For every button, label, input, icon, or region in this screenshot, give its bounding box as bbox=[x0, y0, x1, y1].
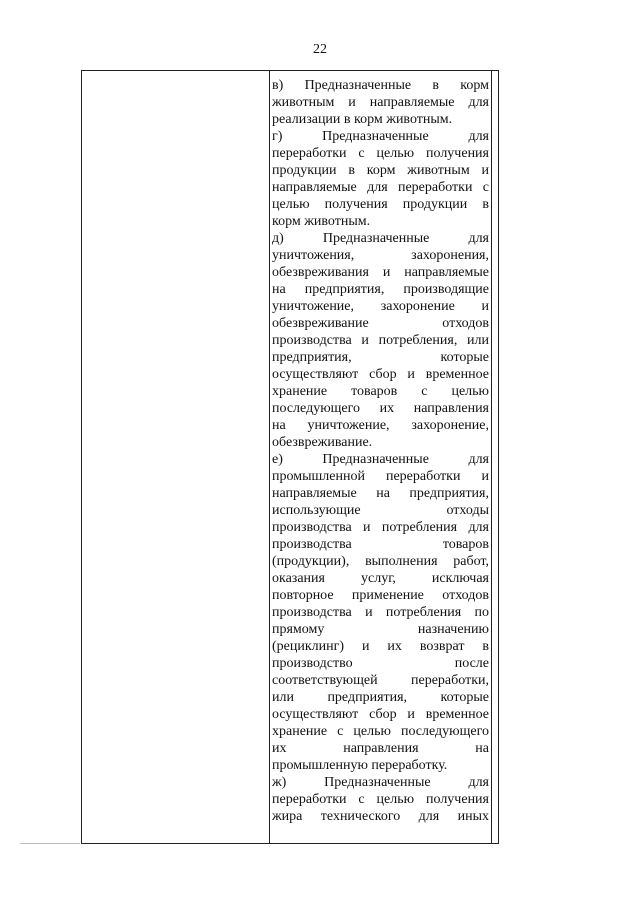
text-line: производства и потребления, или bbox=[272, 333, 489, 348]
text-line: производства товаров bbox=[272, 537, 489, 552]
text-line: последующего их направления bbox=[272, 401, 489, 416]
text-line: обезвреживание. bbox=[272, 435, 373, 450]
text-line: промышленной переработки и bbox=[272, 469, 489, 484]
text-line: целью получения продукции в bbox=[272, 197, 489, 212]
text-line: реализации в корм животным. bbox=[272, 112, 453, 127]
text-line: е) Предназначенные для bbox=[272, 452, 489, 467]
text-line: повторное применение отходов bbox=[272, 588, 489, 603]
table-column-left bbox=[82, 71, 270, 844]
text-line: хранение с целью последующего bbox=[272, 724, 489, 739]
text-line: направляемые для переработки с bbox=[272, 180, 489, 195]
text-line: продукции в корм животным и bbox=[272, 163, 489, 178]
table-column-right bbox=[492, 71, 500, 844]
table-column-middle bbox=[270, 71, 492, 844]
text-line: соответствующей переработки, bbox=[272, 673, 489, 688]
text-line: оказания услуг, исключая bbox=[272, 571, 489, 586]
text-line: прямому назначению bbox=[272, 622, 489, 637]
scan-artifact-line bbox=[20, 843, 80, 844]
text-line: уничтожение, захоронение и bbox=[272, 299, 489, 314]
text-line: производства и потребления для bbox=[272, 520, 489, 535]
text-line: ж) Предназначенные для bbox=[272, 775, 489, 790]
document-table bbox=[81, 70, 499, 844]
text-line: уничтожения, захоронения, bbox=[272, 248, 489, 263]
text-line: хранение товаров с целью bbox=[272, 384, 489, 399]
text-line: производство после bbox=[272, 656, 489, 671]
text-line: на предприятия, производящие bbox=[272, 282, 489, 297]
text-line: осуществляют сбор и временное bbox=[272, 367, 489, 382]
table-bottom-border bbox=[81, 843, 499, 844]
text-line: обезвреживание отходов bbox=[272, 316, 489, 331]
text-line: г) Предназначенные для bbox=[272, 129, 489, 144]
text-line: осуществляют сбор и временное bbox=[272, 707, 489, 722]
text-line: направляемые на предприятия, bbox=[272, 486, 489, 501]
text-line: переработки с целью получения bbox=[272, 792, 489, 807]
text-line: жира технического для иных bbox=[272, 809, 489, 824]
text-line: обезвреживания и направляемые bbox=[272, 265, 489, 280]
page-number: 22 bbox=[313, 42, 327, 57]
text-line: на уничтожение, захоронение, bbox=[272, 418, 489, 433]
text-line: предприятия, которые bbox=[272, 350, 489, 365]
text-line: корм животным. bbox=[272, 214, 371, 229]
text-line: (рециклинг) и их возврат в bbox=[272, 639, 489, 654]
text-line: производства и потребления по bbox=[272, 605, 489, 620]
text-line: использующие отходы bbox=[272, 503, 489, 518]
text-line: переработки с целью получения bbox=[272, 146, 489, 161]
text-line: или предприятия, которые bbox=[272, 690, 489, 705]
text-line: д) Предназначенные для bbox=[272, 231, 489, 246]
text-line: (продукции), выполнения работ, bbox=[272, 554, 489, 569]
text-line: в) Предназначенные в корм bbox=[272, 78, 489, 93]
text-line: их направления на bbox=[272, 741, 489, 756]
text-line: животным и направляемые для bbox=[272, 95, 489, 110]
middle-cell-text bbox=[272, 77, 489, 825]
text-line: промышленную переработку. bbox=[272, 758, 448, 773]
